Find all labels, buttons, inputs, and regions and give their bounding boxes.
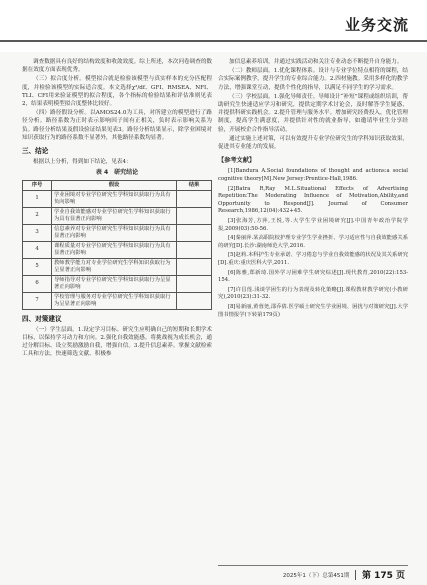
row-res: [177, 275, 212, 292]
table-header: 结果: [177, 180, 212, 190]
reference-item: [2]Batra R,Ray M.L.Situational Effects of Advertising Repetition:The Moderating Influence of Motivation,Ability,and Opportunity to Respond[J]. Journal of Consumer Research,1986,12(04):432+45.: [218, 185, 408, 215]
table-row: [23, 224, 212, 241]
row-no: 5: [23, 258, 52, 275]
page-number: 第 175 页: [361, 571, 405, 581]
left-column: [22, 58, 212, 360]
references-title: 【参考文献】: [218, 157, 256, 165]
row-res: [177, 224, 212, 241]
table-header-row: [23, 180, 212, 190]
reference-item: [5]赵莉.本科护生专业承诺、学习倦怠与学业自我效能感的状况及其关系研究[D].重庆:重庆医科大学,2011.: [218, 252, 408, 266]
row-no: 1: [23, 190, 52, 207]
issue-info: 2025年1（下）总第451期: [282, 572, 350, 579]
reference-item: [6]陈雅,郑新琦.国外学习困难学生研究综述[J].现代教育,2010(22):153-154.: [218, 269, 408, 284]
reference-item: [7]许昌莲.浅谈学困生的行为表现及转化策略[J].课程教材教学研究(小教研究),2010(23):31-32.: [218, 286, 408, 301]
paragraph: 通过实施上述对策，可以有效提升专业学位研究生的学科知识获取效果，促进其专业能力的发展。: [218, 135, 409, 151]
reference-item: [1]Bandura A.Social foundations of thought and actions:a social cognitive theory[M].New Jersey:Prentice-Hall,1986.: [218, 168, 408, 183]
header-rule: [0, 40, 427, 42]
paragraph: （四）路径假设分析。以AMOS24.0为工具，对所建立的模型进行了路径分析。路径系数为正时表示影响因子间有正相关，负时表示影响关系为负。路径分析结果及假设验证结果见表3。路径分析结果显示，除学业困境对知识获取行为的路径系数不显著外，其他路径系数均显著。: [22, 110, 212, 141]
paragraph: （一）学生层面。1.设定学习目标。研究生应明确自己的短期和长期学术目标，以保持学习动力和方向。2.强化自我效能感。将挑战视为成长机会，通过分解目标、设立奖励激励自我，增强自信。3.提升信息素养。掌握文献检索工具和方法，快速筛选文献、积极参: [22, 326, 212, 358]
row-res: [177, 241, 212, 258]
table-row: [23, 207, 212, 224]
paragraph: 根据以上分析，得到如下结论，见表4：: [33, 159, 132, 166]
table-row: [23, 292, 212, 309]
row-no: 7: [23, 292, 52, 309]
footer-rule: [218, 565, 408, 566]
paragraph: 调查数据具有良好的结构效度和收敛效度。综上所述，本次问卷调查的数据在效度方面表现优秀。: [22, 59, 213, 74]
row-hyp: 导师指导对专业学位研究生学科知识获取行为呈显著正向影响: [52, 275, 177, 292]
table-row: [23, 190, 212, 207]
heading-conclusion: 三、结论: [22, 147, 49, 156]
table-title: 表 4 研究结论: [95, 169, 139, 177]
row-res: [177, 190, 212, 207]
row-hyp: 学校管理与服务对专业学位研究生学科知识获取行为呈显著正向影响: [52, 292, 177, 309]
reference-item: [4]秦丽萍.某高职院校护理专业学生学业挫折、学习适应性与自我效能感关系的研究[D].长沙:湖南师范大学,2016.: [218, 235, 408, 249]
table-header: 假设: [52, 180, 177, 190]
table-row: [23, 241, 212, 258]
row-no: 2: [23, 207, 52, 224]
table-header: 序号: [23, 180, 52, 190]
row-res: [177, 292, 212, 309]
row-hyp: 课程质量对专业学位研究生学科知识获取行为具有显著正向影响: [52, 241, 177, 258]
row-no: 3: [23, 224, 52, 241]
right-column: [218, 58, 408, 321]
row-no: 6: [23, 275, 52, 292]
heading-suggestions: 四、对策建议: [22, 314, 62, 323]
reference-item: [8]易新丽,黄蓉尧,邵乔倩.医学硕士研究生学业困境、困扰与对策研究[J].大学图书情报学(下转第179页): [218, 303, 408, 318]
row-res: [177, 207, 212, 224]
reference-item: [3]张海芳,方萍,王悦,等.大学生学业困境研究[J].中国青年政治学院学报,2009(03):50-56.: [218, 218, 408, 232]
paragraph: （三）学校层面。1.强化导师责任。导师设计“补短”课程或组织培训，帮助研究生快速适应学习和研究，提供定期学术讨论会，及时解答学生疑惑，并提供科研实践机会。2.提升管理与服务水平。增加研究经费投入，优化管理制度，提高学生满意度，并提供针对性的就业指导，如邀请毕业生分享经验，开展校企合作指导活动。: [218, 93, 408, 133]
row-hyp: 教师教学能力对专业学位研究生学科知识获取行为呈显著正向影响: [52, 258, 177, 275]
paragraph: （三）拟合度分析。模型拟合就是检验该模型与真实样本的充分匹配程度，并检验该模型的实际适合度。本文选择χ²/df、GFI、RMSEA、NFI、TLI、CFI用来验证模型的拟合程度，各个指标的检验结果和评估准则见表2，结果表明模型拟合度整体比较好。: [22, 76, 212, 108]
conclusion-table: [22, 180, 212, 310]
page-header: [0, 0, 427, 52]
section-tag: 业务交流: [344, 16, 409, 34]
table-row: [23, 258, 212, 275]
row-hyp: 信息素养对专业学位研究生学科知识获取行为具有显著正向影响: [52, 224, 177, 241]
paragraph: （二）教师层面。1.优化课程体系。设计与专业学位特点相符的课程，结合实际案例教学，提升学生的专业综合能力。2.四材施教。采用多样化的教学方法，增强课堂互动，提供个性化的指导，以满足不同学生的学习需求。: [218, 68, 408, 91]
footer-separator: [355, 570, 356, 580]
row-hyp: 学业困境对专业学位研究生学科知识获取行为具有负向影响: [52, 190, 177, 207]
table-row: [23, 275, 212, 292]
paragraph: 加信息素养培训，并通过实践活动和关注专业动态不断提升自身能力。: [229, 59, 403, 65]
row-res: [177, 258, 212, 275]
row-no: 4: [23, 241, 52, 258]
row-hyp: 学业自我效能感对专业学位研究生学科知识获取行为具有显著正向影响: [52, 207, 177, 224]
page-footer: [283, 568, 405, 581]
